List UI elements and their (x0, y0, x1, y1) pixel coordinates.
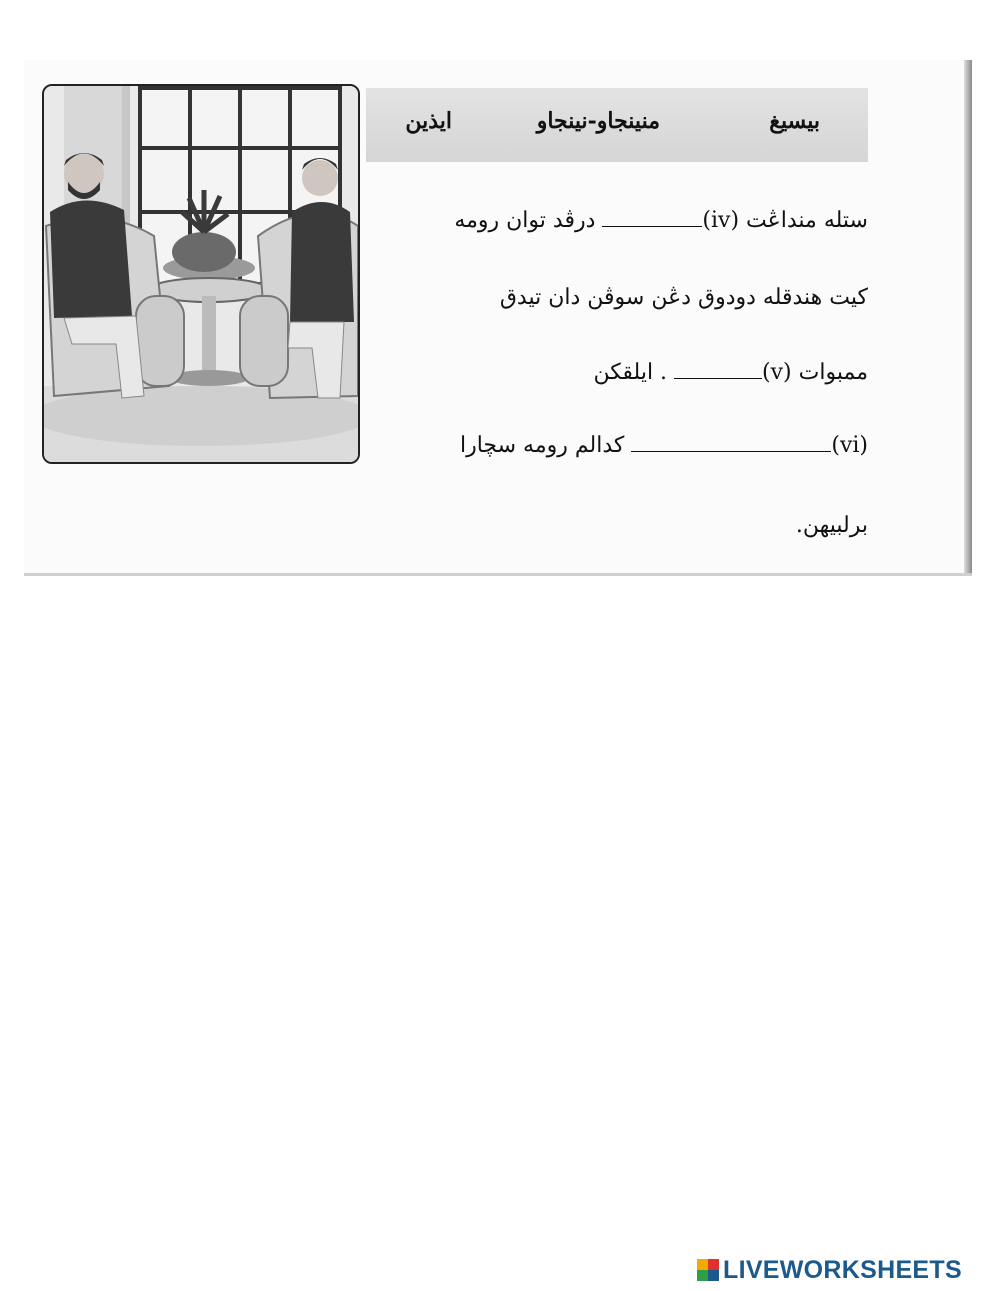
word-bank-item: منينجاو-نينجاو (536, 108, 660, 134)
sentence-line (594, 360, 868, 385)
sentence-line: برلبيهن. (795, 513, 868, 538)
sentence-text: ستله منداڠت (746, 208, 868, 233)
blank-number: (v) (762, 360, 792, 385)
sentence-text: درڤد توان رومه (454, 208, 596, 233)
illustration-two-men-sitting (42, 84, 360, 464)
sentence-text: كدالم رومه سچارا (459, 433, 625, 458)
page-edge-shadow (964, 60, 972, 576)
blank-number: (vi) (831, 433, 868, 458)
scan-bottom-edge (24, 573, 972, 576)
sentence-line (454, 208, 868, 233)
word-bank-item: بيسيغ (769, 108, 820, 134)
sentence-text: . ايلقكن (593, 360, 668, 385)
answer-blank[interactable] (602, 226, 702, 227)
answer-blank[interactable] (674, 378, 762, 379)
word-bank-item: ايذين (405, 108, 452, 134)
sentence-line (460, 433, 868, 458)
sentence-line: كيت هندقله دودوق دڠن سوڤن دان تيدق (499, 285, 868, 310)
sentence-text: ممبوات (798, 360, 868, 385)
answer-blank[interactable] (631, 451, 831, 452)
liveworksheets-branding (697, 1255, 962, 1285)
blank-number: (iv) (702, 208, 740, 233)
liveworksheets-logo-icon (697, 1259, 719, 1281)
brand-name: LIVEWORKSHEETS (723, 1255, 962, 1284)
